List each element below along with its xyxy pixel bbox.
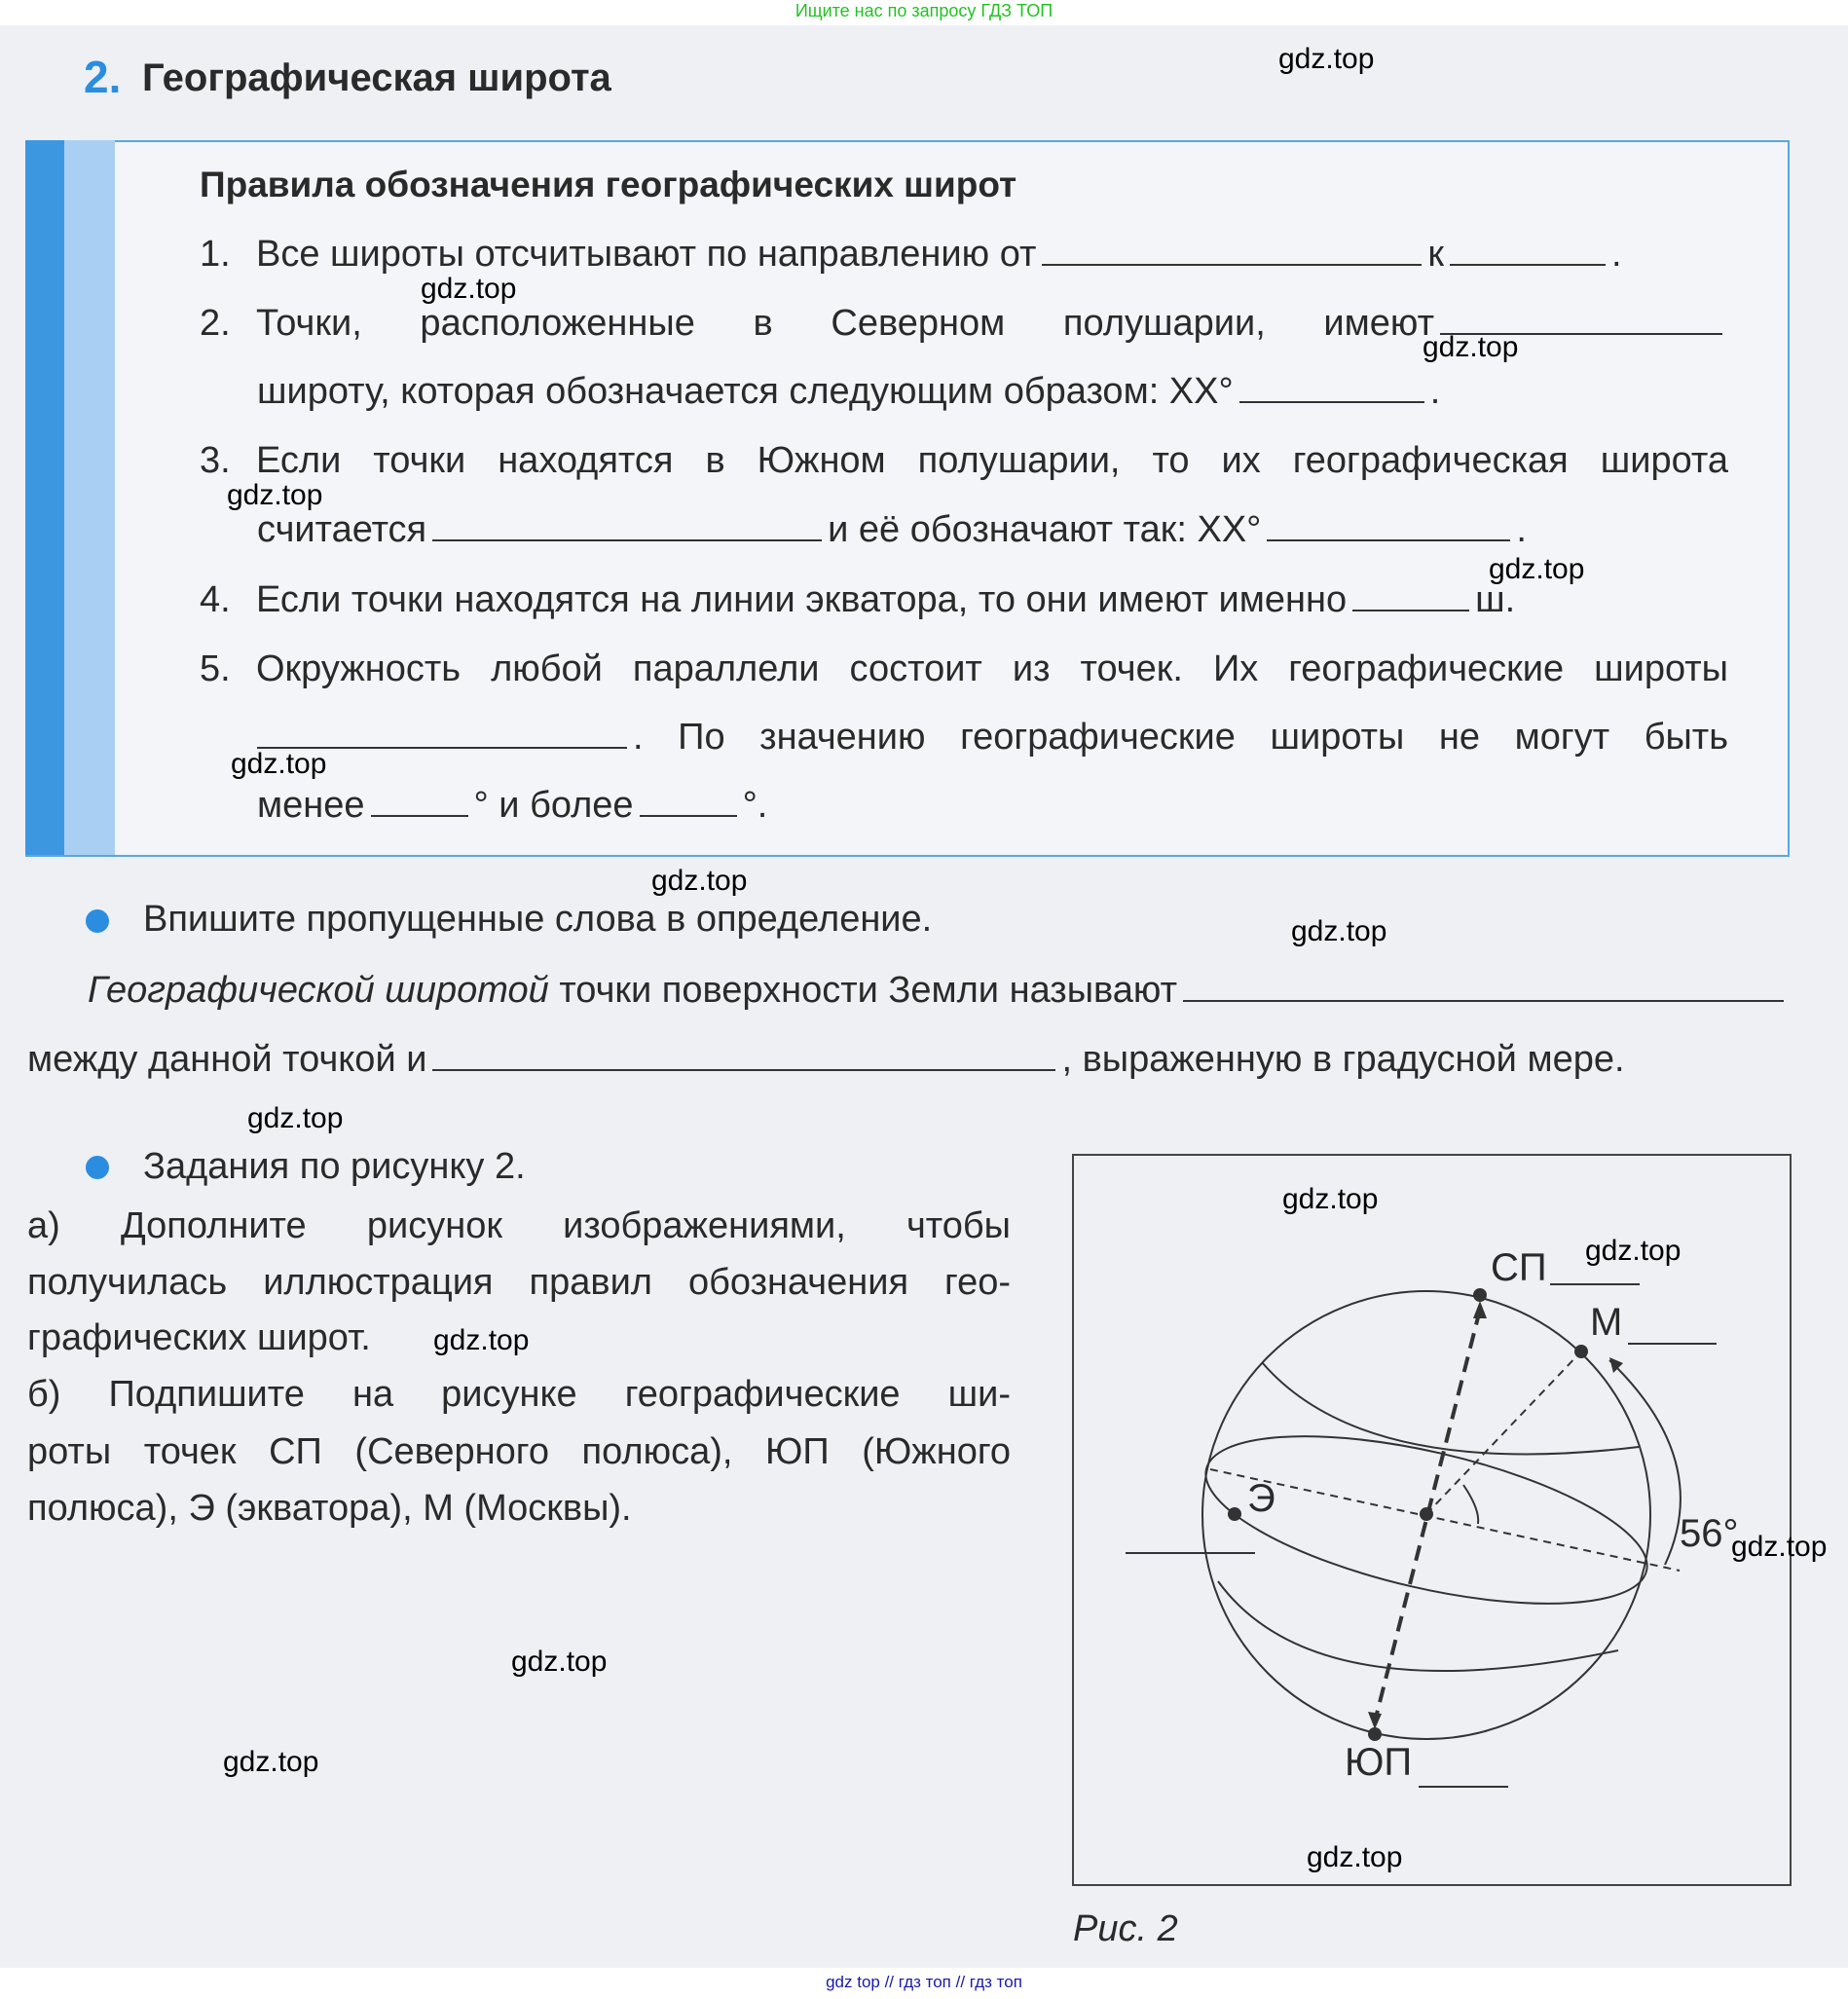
label-equator: Э (1247, 1477, 1275, 1520)
watermark: gdz.top (421, 273, 517, 305)
watermark: gdz.top (1423, 331, 1519, 363)
watermark: gdz.top (231, 748, 327, 780)
watermark: gdz.top (1731, 1531, 1828, 1563)
watermark: gdz.top (511, 1646, 608, 1678)
north-pole-point (1473, 1288, 1487, 1302)
rule-text: и более (499, 785, 634, 826)
equator-point (1228, 1507, 1241, 1521)
rule-text: °. (742, 785, 768, 826)
definition-text: точки поверхности Земли называют (559, 970, 1177, 1011)
parallel-arc (1218, 1581, 1618, 1671)
rule-text: Окружность любой параллели состоит из точек. Их географические широты (256, 648, 1728, 689)
blank-moscow[interactable] (1628, 1343, 1717, 1345)
rule-text: Если точки находятся на линии экватора, то они имеют именно (256, 579, 1348, 620)
section-title: Географическая широта (142, 56, 611, 99)
label-south-pole: ЮП (1345, 1741, 1413, 1784)
blank-north-pole[interactable] (1550, 1283, 1640, 1285)
rule-number: 1. (200, 234, 231, 275)
task2a-line: получилась иллюстрация правил обозначения гео- (27, 1262, 1011, 1303)
rule-text: и её обозначают так: XX° (828, 509, 1262, 550)
watermark: gdz.top (1489, 553, 1585, 585)
task2a-line: графических широт. (27, 1317, 371, 1358)
task2a-line: а) Дополните рисунок изображениями, чтобы (27, 1205, 1011, 1246)
blank-south-pole[interactable] (1419, 1786, 1508, 1788)
watermark: gdz.top (433, 1324, 530, 1356)
label-angle: 56° (1680, 1512, 1739, 1555)
moscow-point (1574, 1345, 1588, 1358)
watermark: gdz.top (1278, 43, 1375, 75)
watermark: gdz.top (1282, 1183, 1379, 1215)
rule-number: 2. (200, 303, 231, 344)
rule-text: ° (473, 785, 489, 826)
rule-text: Если точки находятся в Южном полушарии, то их географическая широта (256, 440, 1728, 481)
label-moscow: М (1590, 1301, 1623, 1344)
rule-text: Точки, расположенные в Северном полушарии, имеют (256, 303, 1434, 344)
rule-text: . (1516, 509, 1527, 550)
south-pole-point (1368, 1727, 1382, 1741)
rule-text: Все широты отсчитывают по направлению от (256, 234, 1037, 275)
watermark: gdz.top (1585, 1235, 1682, 1267)
watermark: gdz.top (247, 1102, 344, 1134)
rule-text: менее (257, 785, 365, 826)
task2b-line: б) Подпишите на рисунке географические ши- (27, 1374, 1011, 1415)
rules-heading: Правила обозначения географических широт (200, 165, 1017, 204)
watermark: gdz.top (1291, 915, 1387, 947)
footer-links[interactable]: gdz top // гдз топ // гдз топ (826, 1973, 1022, 1991)
angle-arc (1463, 1485, 1478, 1524)
watermark: gdz.top (1307, 1841, 1403, 1873)
center-point (1420, 1507, 1433, 1521)
rule-number: 5. (200, 648, 231, 689)
arrow-down-icon (1368, 1712, 1382, 1729)
definition-text: между данной точкой и (27, 1039, 427, 1080)
task2-prompt: Задания по рисунку 2. (143, 1146, 526, 1187)
rule-text: ш. (1475, 579, 1516, 620)
label-north-pole: СП (1491, 1246, 1547, 1289)
blank-equator[interactable] (1126, 1552, 1255, 1554)
rule-text: . (1611, 234, 1622, 275)
rule-number: 3. (200, 440, 231, 481)
rule-text: к (1427, 234, 1445, 275)
arrow-up-icon (1473, 1301, 1487, 1318)
figure-caption: Рис. 2 (1073, 1908, 1178, 1949)
parallel-arc (1262, 1362, 1639, 1454)
watermark: gdz.top (651, 865, 748, 897)
definition-term: Географической широтой (88, 970, 549, 1011)
rule-text: широту, которая обозначается следующим образом: XX° (257, 371, 1234, 412)
task2b-line: полюса), Э (экватора), М (Москвы). (27, 1488, 632, 1529)
definition-text: , выраженную в градусной мере. (1061, 1039, 1625, 1080)
task1-prompt: Впишите пропущенные слова в определение. (143, 899, 933, 940)
search-banner[interactable]: Ищите нас по запросу ГДЗ ТОП (795, 1, 1053, 20)
section-number: 2. (84, 52, 122, 102)
watermark: gdz.top (227, 479, 323, 511)
task2b-line: роты точек СП (Северного полюса), ЮП (Южного (27, 1431, 1011, 1472)
rule-text: считается (257, 509, 427, 550)
watermark: gdz.top (223, 1746, 319, 1778)
rule-text: . (1429, 371, 1441, 412)
rule-number: 4. (200, 579, 231, 620)
rule-text: . По значению географические широты не могут быть (633, 717, 1728, 758)
